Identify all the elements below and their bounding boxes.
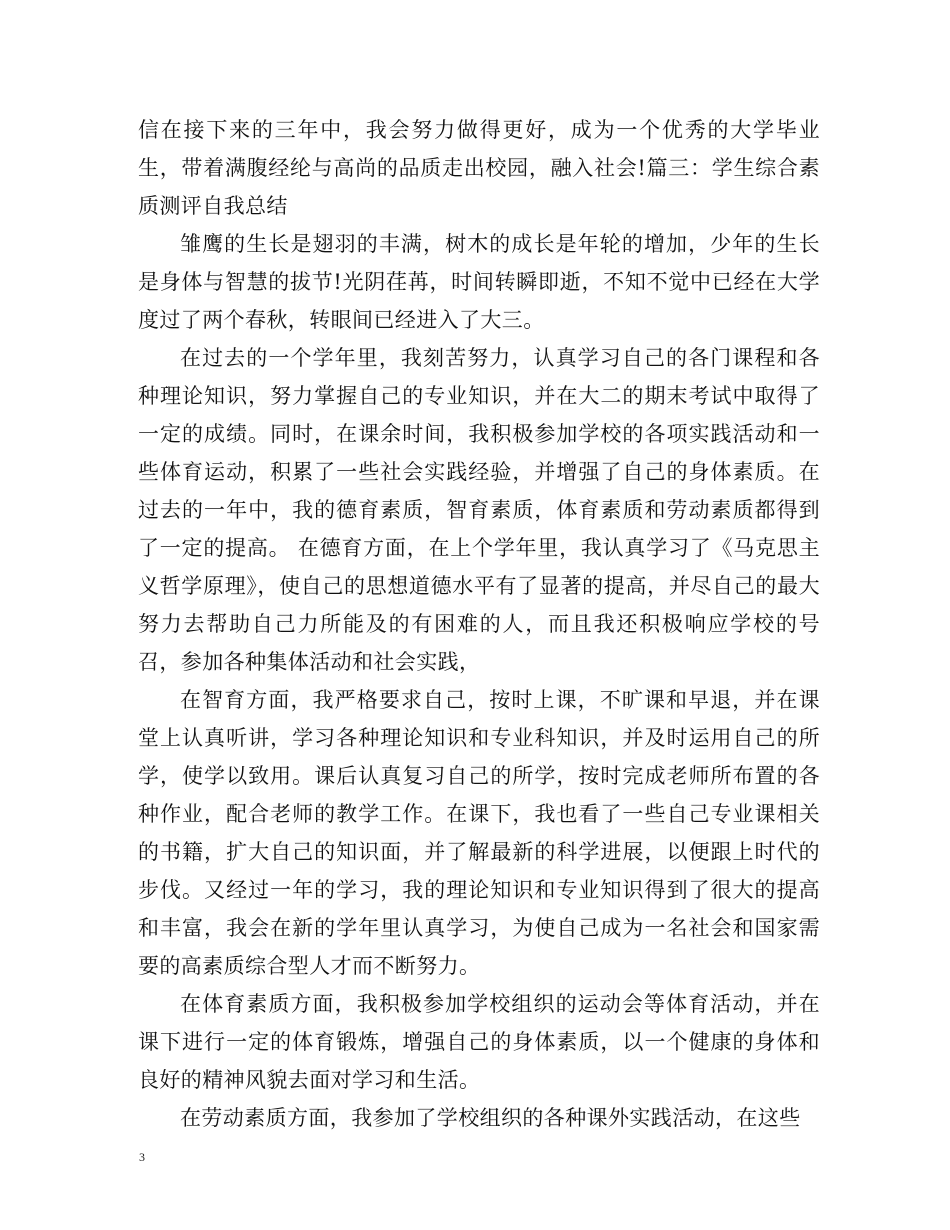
paragraph-moral-education: 在过去的一个学年里，我刻苦努力，认真学习自己的各门课程和各种理论知识，努力掌握自己的专业知识，并在大二的期末考试中取得了一定的成绩。同时，在课余时间，我积极参加学校的各项实践活动和一些体育运动，积累了一些社会实践经验，并增强了自己的身体素质。在过去的一年中，我的德育素质，智育素质，体育素质和劳动素质都得到了一定的提高。 在德育方面，在上个学年里，我认真学习了《马克思主义哲学原理》，使自己的思想道德水平有了显著的提高，并尽自己的最大努力去帮助自己力所能及的有困难的人，而且我还积极响应学校的号召，参加各种集体活动和社会实践， xyxy=(138,346,820,674)
page-number: 3 xyxy=(139,1150,145,1164)
paragraph-intellectual-education: 在智育方面，我严格要求自己，按时上课，不旷课和早退，并在课堂上认真听讲，学习各种理论知识和专业科知识，并及时运用自己的所学，使学以致用。课后认真复习自己的所学，按时完成老师所布置的各种作业，配合老师的教学工作。在课下，我也看了一些自己专业课相关的书籍，扩大自己的知识面，并了解最新的科学进展，以便跟上时代的步伐。又经过一年的学习，我的理论知识和专业知识得到了很大的提高和丰富，我会在新的学年里认真学习，为使自己成为一名社会和国家需要的高素质综合型人才而不断努力。 xyxy=(138,688,820,978)
paragraph-continuation: 信在接下来的三年中，我会努力做得更好，成为一个优秀的大学毕业生，带着满腹经纶与高尚的品质走出校园，融入社会!篇三：学生综合素质测评自我总结 xyxy=(138,118,820,218)
paragraph-labor-education: 在劳动素质方面，我参加了学校组织的各种课外实践活动，在这些 xyxy=(180,1106,801,1130)
paragraph-intro: 雏鹰的生长是翅羽的丰满，树木的成长是年轮的增加，少年的生长是身体与智慧的拔节!光阴荏苒，时间转瞬即逝，不知不觉中已经在大学度过了两个春秋，转眼间已经进入了大三。 xyxy=(138,232,820,332)
document-body xyxy=(138,111,820,1137)
paragraph-physical-education: 在体育素质方面，我积极参加学校组织的运动会等体育活动，并在课下进行一定的体育锻炼，增强自己的身体素质，以一个健康的身体和良好的精神风貌去面对学习和生活。 xyxy=(138,992,820,1092)
